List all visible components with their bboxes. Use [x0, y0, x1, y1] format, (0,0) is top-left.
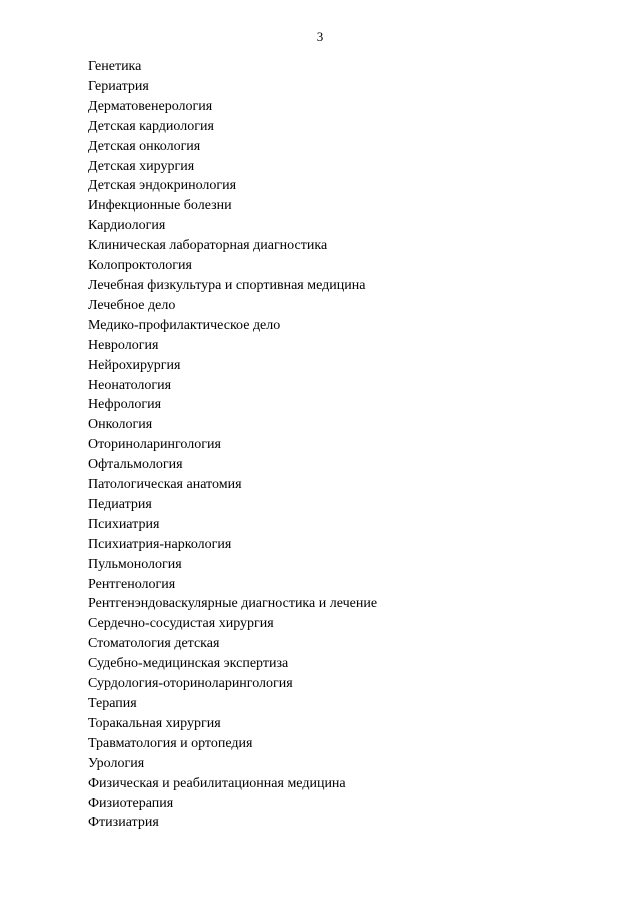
- specialty-item: Неонатология: [88, 377, 172, 393]
- specialty-item: Физиотерапия: [88, 795, 174, 811]
- specialty-item: Онкология: [88, 417, 153, 433]
- specialty-item: Психиатрия-наркология: [88, 536, 232, 552]
- specialty-item: Психиатрия: [88, 516, 160, 532]
- specialty-item: Рентгенэндоваскулярные диагностика и лечение: [88, 596, 378, 612]
- specialty-item: Детская кардиология: [88, 118, 214, 134]
- specialty-item: Нефрология: [88, 397, 162, 413]
- specialty-item: Генетика: [88, 59, 142, 74]
- page-number: 3: [316, 29, 324, 44]
- specialty-item: Судебно-медицинская экспертиза: [88, 656, 289, 672]
- specialty-item: Неврология: [88, 337, 159, 353]
- specialty-item: Сурдология-оториноларингология: [88, 676, 293, 692]
- specialty-item: Детская хирургия: [88, 158, 195, 174]
- specialty-item: Торакальная хирургия: [88, 715, 221, 731]
- specialty-item: Кардиология: [88, 218, 166, 234]
- specialty-item: Лечебная физкультура и спортивная медицина: [88, 277, 366, 293]
- specialty-item: Детская онкология: [88, 138, 201, 154]
- specialty-item: Медико-профилактическое дело: [88, 317, 281, 333]
- specialty-item: Патологическая анатомия: [88, 477, 242, 493]
- specialty-item: Сердечно-сосудистая хирургия: [88, 616, 274, 632]
- specialty-item: Стоматология детская: [88, 636, 220, 652]
- specialty-item: Инфекционные болезни: [88, 198, 232, 214]
- specialty-item: Клиническая лабораторная диагностика: [88, 238, 328, 254]
- specialty-item: Лечебное дело: [88, 297, 176, 313]
- specialty-item: Физическая и реабилитационная медицина: [88, 775, 346, 791]
- specialty-item: Педиатрия: [88, 496, 152, 512]
- specialty-item: Детская эндокринология: [88, 178, 237, 194]
- specialty-item: Оториноларингология: [88, 437, 221, 453]
- specialty-item: Травматология и ортопедия: [88, 735, 253, 751]
- specialty-list: [88, 57, 377, 833]
- specialty-item: Пульмонология: [88, 556, 182, 572]
- specialty-item: Офтальмология: [88, 457, 183, 473]
- specialty-item: Дерматовенерология: [88, 98, 213, 114]
- specialty-item: Терапия: [88, 696, 137, 711]
- specialty-item: Колопроктология: [88, 258, 192, 274]
- specialty-item: Урология: [88, 755, 145, 771]
- specialty-item: Рентгенология: [88, 576, 176, 592]
- specialty-item: Нейрохирургия: [88, 357, 181, 373]
- specialty-item: Гериатрия: [88, 78, 149, 94]
- specialty-item: Фтизиатрия: [88, 815, 159, 831]
